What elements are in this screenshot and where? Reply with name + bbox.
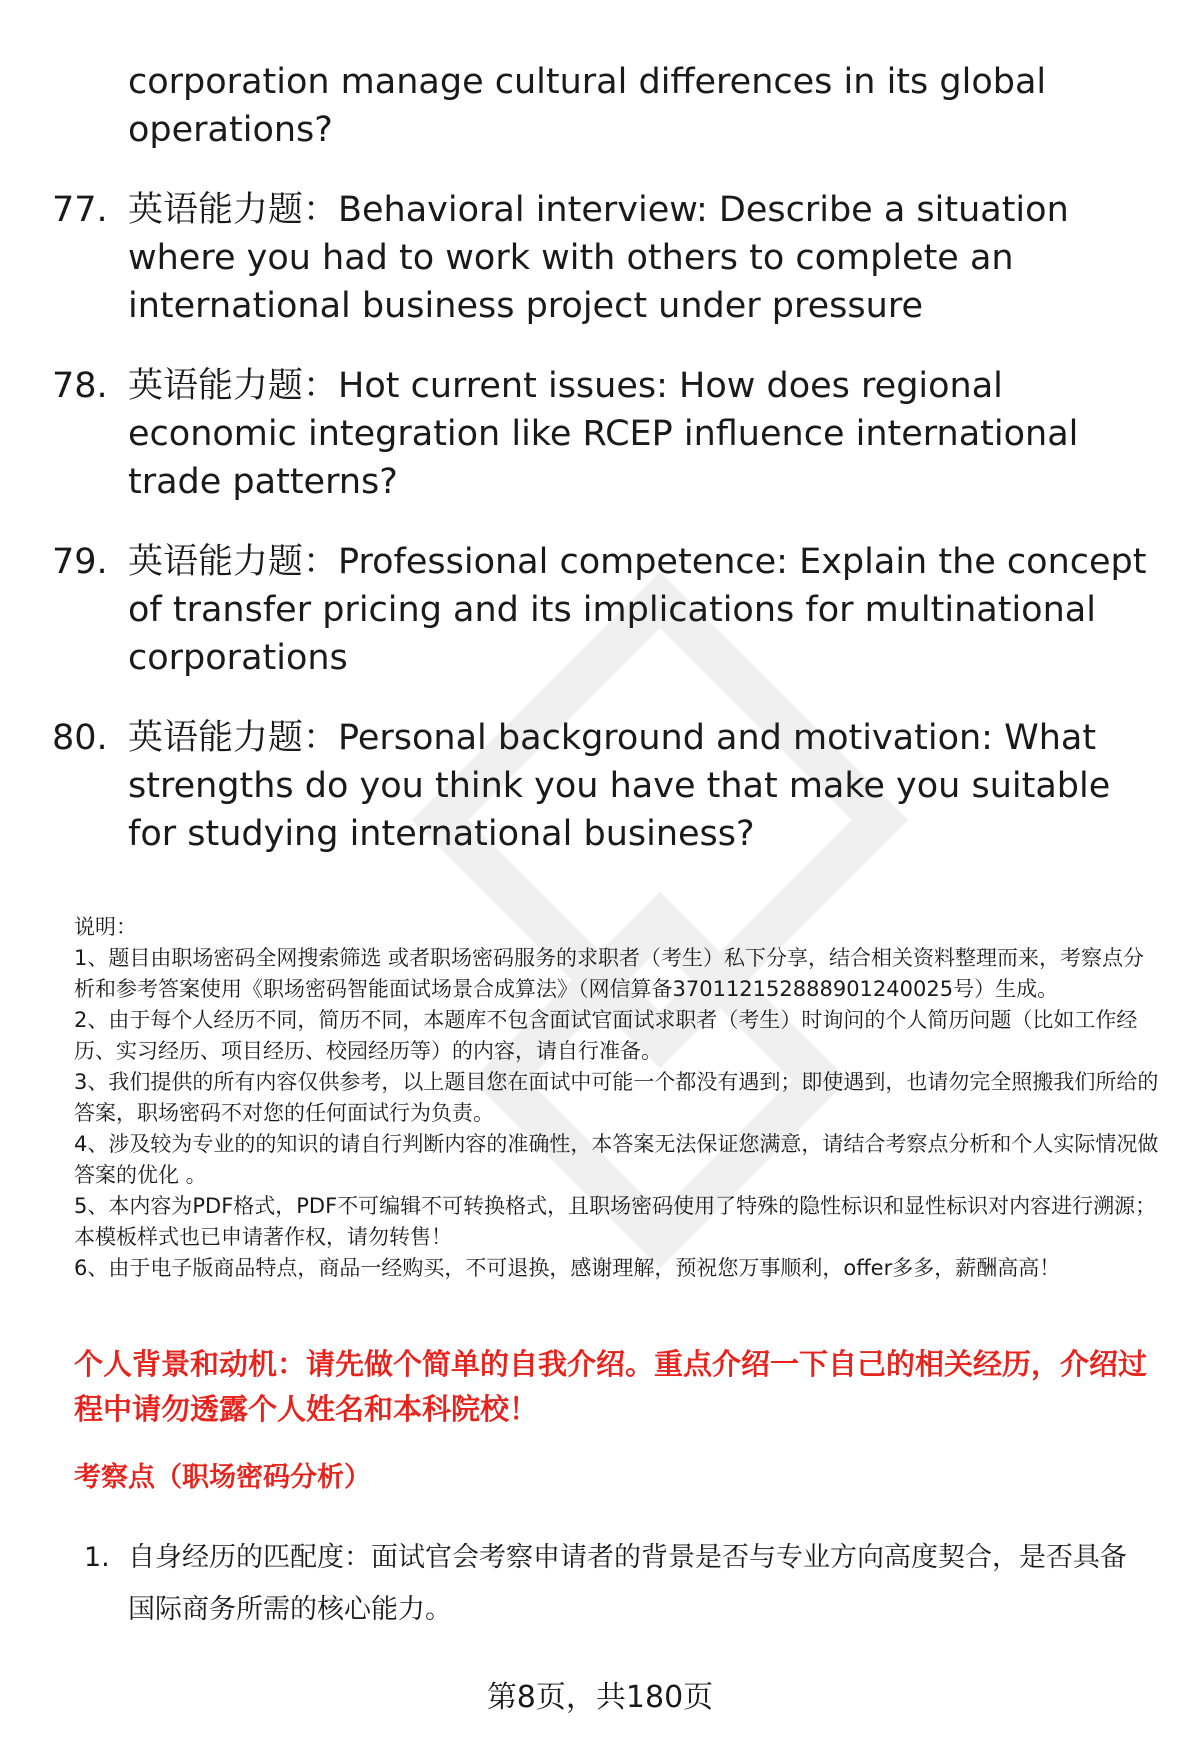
note-item: 1、题目由职场密码全网搜索筛选 或者职场密码服务的求职者（考生）私下分享，结合相关资料整理而来，考察点分析和参考答案使用《职场密码智能面试场景合成算法》（网信算备370112152888901240025号）生成。 <box>74 946 1145 1001</box>
notes-section <box>74 912 1164 1284</box>
analysis-heading: 考察点（职场密码分析） <box>74 1462 371 1493</box>
question-list <box>52 58 1162 890</box>
question-text: 英语能力题：Professional competence: Explain the concept of transfer pricing and its implications for multinational corporations <box>128 542 1147 678</box>
notes-title: 说明： <box>74 915 137 939</box>
question-text: 英语能力题：Behavioral interview: Describe a situation where you had to work with others to complete an international business project under pressure <box>128 190 1069 326</box>
highlight-question: 个人背景和动机：请先做个简单的自我介绍。重点介绍一下自己的相关经历，介绍过程中请勿透露个人姓名和本科院校！ <box>74 1347 1148 1426</box>
question-text: 英语能力题：Hot current issues: How does regional economic integration like RCEP influence international trade patterns? <box>128 366 1079 502</box>
note-item: 3、我们提供的所有内容仅供参考，以上题目您在面试中可能一个都没有遇到；即使遇到，也请勿完全照搬我们所给的答案，职场密码不对您的任何面试行为负责。 <box>74 1070 1159 1125</box>
question-item <box>52 714 1162 858</box>
question-continuation: corporation manage cultural differences in its global operations? <box>128 62 1047 150</box>
analysis-number: 1. <box>84 1542 110 1573</box>
note-item: 2、由于每个人经历不同，简历不同，本题库不包含面试官面试求职者（考生）时询问的个人简历问题（比如工作经历、实习经历、项目经历、校园经历等）的内容，请自行准备。 <box>74 1008 1138 1063</box>
question-item <box>52 362 1162 506</box>
question-number: 78. <box>52 366 108 406</box>
question-number: 79. <box>52 542 108 582</box>
question-item <box>52 186 1162 330</box>
note-item: 4、涉及较为专业的的知识的请自行判断内容的准确性，本答案无法保证您满意，请结合考察点分析和个人实际情况做答案的优化 。 <box>74 1132 1159 1187</box>
question-text: 英语能力题：Personal background and motivation: What strengths do you think you have that make you suitable for studying international business? <box>128 718 1111 854</box>
question-number: 80. <box>52 718 108 758</box>
note-item: 5、本内容为PDF格式，PDF不可编辑不可转换格式，且职场密码使用了特殊的隐性标识和显性标识对内容进行溯源；本模板样式也已申请著作权，请勿转售！ <box>74 1194 1157 1249</box>
question-item <box>52 538 1162 682</box>
analysis-item <box>84 1532 1164 1636</box>
note-item: 6、由于电子版商品特点，商品一经购买，不可退换，感谢理解，预祝您万事顺利，offer多多，薪酬高高！ <box>74 1256 1061 1280</box>
analysis-text: 自身经历的匹配度：面试官会考察申请者的背景是否与专业方向高度契合，是否具备国际商务所需的核心能力。 <box>128 1542 1127 1625</box>
page-footer: 第8页，共180页 <box>486 1680 714 1715</box>
question-number: 77. <box>52 190 108 230</box>
